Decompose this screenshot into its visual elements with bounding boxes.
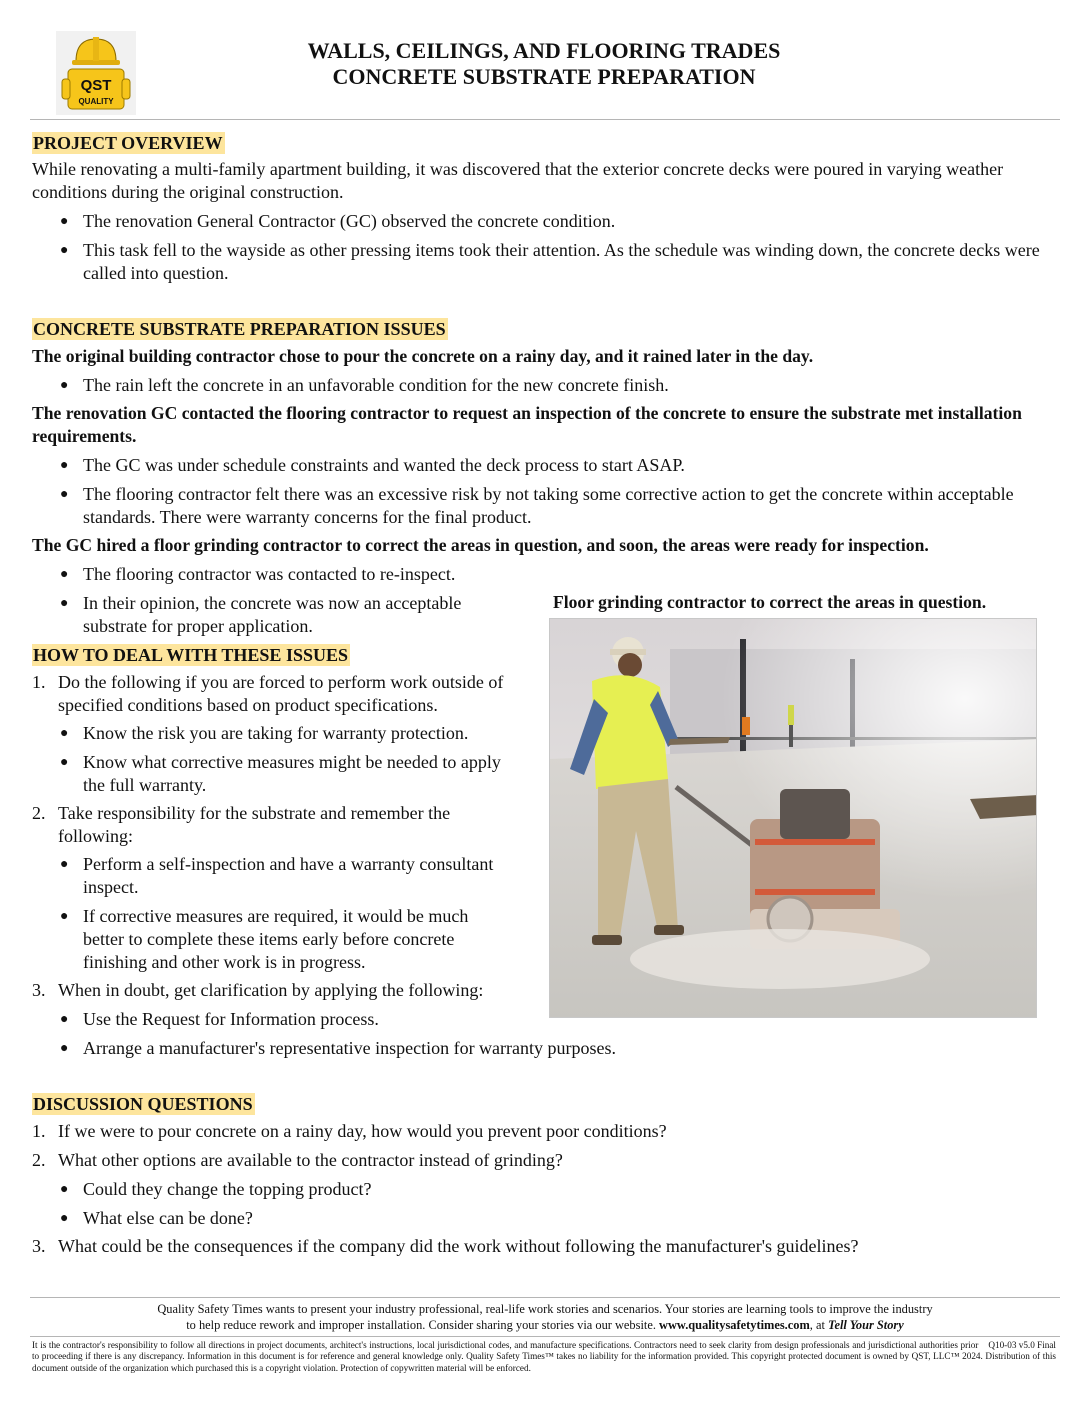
issues-paragraph-2: The renovation GC contacted the flooring contractor to request an inspection of the concrete to ensure the substrate met installation requirements. xyxy=(32,403,1022,446)
list-item: ● Arrange a manufacturer's representative inspection for warranty purposes. xyxy=(60,1038,617,1058)
bullet-icon: ● xyxy=(60,243,69,258)
list-item: ● The GC was under schedule constraints and wanted the deck process to start ASAP. xyxy=(60,455,685,475)
list-item: 1. If we were to pour concrete on a rainy day, how would you prevent poor conditions? xyxy=(32,1121,667,1141)
qst-quality-logo xyxy=(56,31,136,115)
footer-divider xyxy=(30,1297,1060,1298)
list-item: ● Could they change the topping product? xyxy=(60,1179,372,1199)
list-item: ● The flooring contractor felt there was an excessive risk by not taking some corrective action to get the concrete within acceptable standards. There were warranty concerns for the final product. xyxy=(60,484,1014,527)
bullet-icon: ● xyxy=(60,458,69,473)
figure-caption: Floor grinding contractor to correct the areas in question. xyxy=(553,592,987,612)
bullet-icon: ● xyxy=(60,1211,69,1226)
list-item: 3. When in doubt, get clarification by applying the following: xyxy=(32,980,484,1000)
list-item: 2. Take responsibility for the substrate and remember the following: xyxy=(32,803,451,846)
list-item: 1. Do the following if you are forced to perform work outside of specified conditions based on product specifications. xyxy=(32,672,504,715)
project-overview-heading: PROJECT OVERVIEW xyxy=(33,133,223,153)
list-item: ● If corrective measures are required, it would be much better to complete these items early before concrete finishing and other work is in progress. xyxy=(60,906,469,972)
bullet-icon: ● xyxy=(60,726,69,741)
bullet-icon: ● xyxy=(60,857,69,872)
bullet-icon: ● xyxy=(60,378,69,393)
list-item: 3. What could be the consequences if the company did the work without following the manufacturer's guidelines? xyxy=(32,1236,859,1256)
list-item: ● Know what corrective measures might be needed to apply the full warranty. xyxy=(60,752,501,795)
list-item: 2. What other options are available to the contractor instead of grinding? xyxy=(32,1150,563,1170)
title-line-1: WALLS, CEILINGS, AND FLOORING TRADES xyxy=(307,38,781,63)
legal-disclaimer: Q10-03 v5.0 Final It is the contractor's responsibility to follow all directions in project documents, architect's instructions, local jurisdictional codes, and manufacture specifications. Contractors need to seek clarity from design professionals and jurisdictional authorities prior to proceeding if there is any discrepancy. Information in this document is for reference and general knowledge only. Quality Safety Times™ takes no liability for the information provided. This copyright protected document is owned by QST, LLC™ 2024. Distribution of this document outside of the organization which purchased this is a copyright violation. Protection of copywritten material will be enforced. xyxy=(32,1340,1056,1373)
document-title xyxy=(180,38,908,90)
how-to-heading: HOW TO DEAL WITH THESE ISSUES xyxy=(33,645,348,665)
list-item: ● What else can be done? xyxy=(60,1208,253,1228)
logo-subtext: QUALITY xyxy=(78,97,114,106)
list-item: ● Use the Request for Information process. xyxy=(60,1009,379,1029)
website-link[interactable]: www.qualitysafetytimes.com xyxy=(659,1318,810,1332)
bullet-icon: ● xyxy=(60,1182,69,1197)
bullet-icon: ● xyxy=(60,567,69,582)
bullet-icon: ● xyxy=(60,596,69,611)
bullet-icon: ● xyxy=(60,214,69,229)
list-item: ● This task fell to the wayside as other pressing items took their attention. As the schedule was winding down, the concrete decks were called into question. xyxy=(60,240,1040,283)
document-code: Q10-03 v5.0 Final xyxy=(988,1340,1056,1350)
bullet-icon: ● xyxy=(60,1012,69,1027)
list-item: ● The renovation General Contractor (GC) observed the concrete condition. xyxy=(60,211,616,231)
tell-your-story-link[interactable]: Tell Your Story xyxy=(828,1318,904,1332)
logo-text: QST xyxy=(80,77,112,94)
list-item: ● In their opinion, the concrete was now an acceptable substrate for proper application. xyxy=(60,593,462,636)
discussion-heading: DISCUSSION QUESTIONS xyxy=(33,1094,253,1114)
bullet-icon: ● xyxy=(60,909,69,924)
header-divider xyxy=(30,119,1060,120)
issues-paragraph-1: The original building contractor chose to pour the concrete on a rainy day, and it rained later in the day. xyxy=(32,346,814,366)
list-item: ● The flooring contractor was contacted to re-inspect. xyxy=(60,564,456,584)
bullet-icon: ● xyxy=(60,487,69,502)
footer-divider xyxy=(30,1336,1060,1337)
footer-intro: Quality Safety Times wants to present your industry professional, real-life work stories and scenarios. Your stories are learning tools to improve the industry to help reduce rework and improper installation. Consider sharing your stories via our website. www.qualitysafetytimes.com, at Tell Your Story xyxy=(157,1302,933,1332)
bullet-icon: ● xyxy=(60,1041,69,1056)
title-line-2: CONCRETE SUBSTRATE PREPARATION xyxy=(332,64,756,89)
issues-paragraph-3: The GC hired a floor grinding contractor to correct the areas in question, and soon, the areas were ready for inspection. xyxy=(32,535,929,555)
project-overview-intro: While renovating a multi-family apartment building, it was discovered that the exterior concrete decks were poured in varying weather conditions during the original construction. xyxy=(32,159,1004,202)
bullet-icon: ● xyxy=(60,755,69,770)
list-item: ● The rain left the concrete in an unfavorable condition for the new concrete finish. xyxy=(60,375,669,395)
issues-heading: CONCRETE SUBSTRATE PREPARATION ISSUES xyxy=(33,319,446,339)
list-item: ● Perform a self-inspection and have a warranty consultant inspect. xyxy=(60,854,494,897)
list-item: ● Know the risk you are taking for warranty protection. xyxy=(60,723,469,743)
floor-grinding-photo xyxy=(549,618,1037,1018)
